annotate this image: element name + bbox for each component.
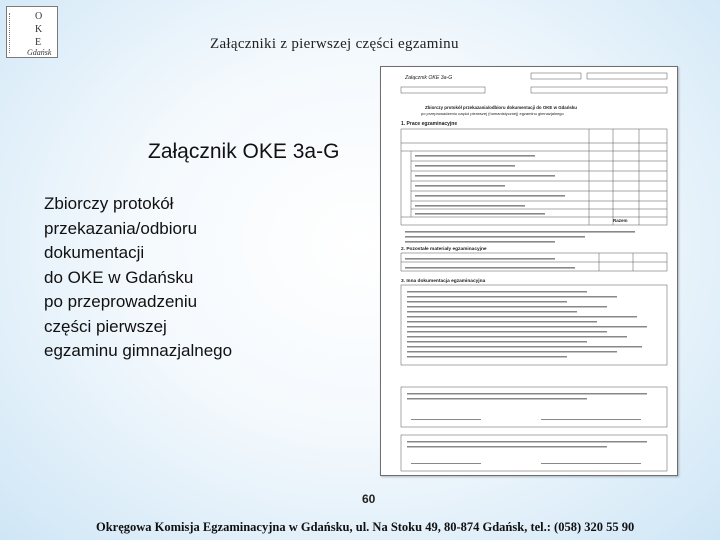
doc-section-2: 2. Pozostałe materiały egzaminacyjne <box>401 247 487 252</box>
doc-title: Zbiorczy protokół przekazania/odbioru dokumentacji do OKE w Gdańsku <box>425 105 577 110</box>
logo-letter-o: O <box>35 11 43 22</box>
doc-code: Załącznik OKE 3a-G <box>405 75 453 81</box>
page-header-title: Załączniki z pierwszej części egzaminu <box>210 36 459 52</box>
description-line: dokumentacji <box>44 243 145 262</box>
attachment-heading: Załącznik OKE 3a-G <box>148 140 340 163</box>
logo-letter-e: E <box>35 37 42 48</box>
description-line: egzaminu gimnazjalnego <box>44 341 233 360</box>
document-thumbnail <box>380 66 678 476</box>
page-number: 60 <box>362 492 376 506</box>
footer-address: Okręgowa Komisja Egzaminacyjna w Gdańsku, ul. Na Stoku 49, 80-874 Gdańsk, tel.: (058) 320 55 90 <box>96 520 635 534</box>
description-line: Zbiorczy protokół <box>44 194 174 213</box>
doc-subtitle: po przeprowadzeniu części pierwszej (humanistycznej) egzaminu gimnazjalnego <box>421 111 564 116</box>
attachment-description <box>44 192 344 364</box>
logo-script: Gdańsk <box>27 48 52 57</box>
logo-dots <box>9 13 26 53</box>
description-line: po przeprowadzeniu <box>44 292 198 311</box>
logo-letter-k: K <box>35 24 43 35</box>
doc-razem: Razem <box>613 218 628 223</box>
description-line: do OKE w Gdańsku <box>44 267 194 287</box>
oke-logo <box>6 6 58 58</box>
description-line: przekazania/odbioru <box>44 218 198 238</box>
doc-section-1: 1. Prace egzaminacyjne <box>401 121 458 127</box>
description-line: części pierwszej <box>44 316 167 336</box>
doc-section-3: 3. Inna dokumentacja egzaminacyjna <box>401 279 486 284</box>
document-form-drawing <box>381 67 679 477</box>
